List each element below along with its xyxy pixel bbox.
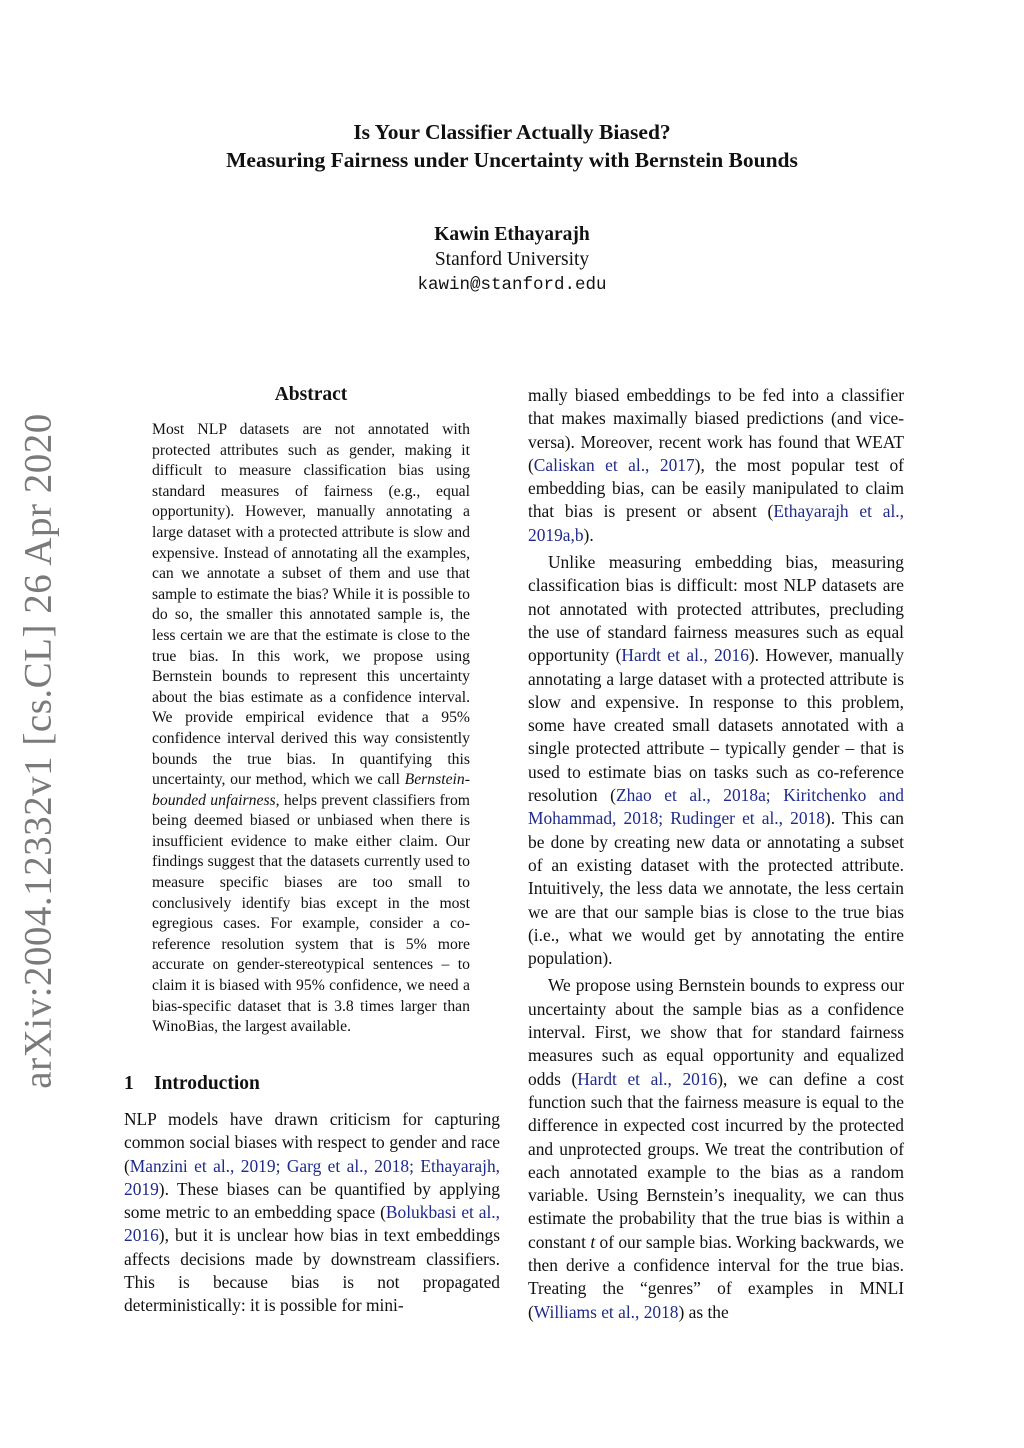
citation-year: 2018 bbox=[643, 1301, 679, 1322]
citation-author: Rudinger et al. bbox=[670, 808, 779, 829]
citation-sep: , bbox=[495, 1202, 500, 1223]
text-run: ), we can define a cost function such that the fairness measure is equal to the difference in expected cost incurred by the protected and unprotected groups. We treat the contribution of each annotated example to the bias as a random variable. Using Bernstein’s inequality, we can thus estimate the probability that the true bias is within a constant bbox=[528, 1068, 904, 1252]
citation-sep: , bbox=[899, 501, 905, 522]
citation-sep: ; bbox=[275, 1155, 287, 1176]
title-line-2: Measuring Fairness under Uncertainty with Bernstein Bounds bbox=[226, 148, 798, 172]
author-email: kawin@stanford.edu bbox=[417, 275, 607, 295]
text-run: ), the most popular test of embedding bias, can be easily manipulated to claim that bias is present or absent ( bbox=[528, 454, 904, 522]
citation-sep: ; bbox=[658, 808, 671, 829]
citation-year: 2016 bbox=[124, 1225, 159, 1246]
citation-sep: , bbox=[703, 645, 715, 666]
citation-author: Williams et al. bbox=[533, 1301, 635, 1322]
text-run: mally biased embeddings to be fed into a classifier that makes maximally biased predictions (and vice-versa). Moreover, recent work has found that WEAT ( bbox=[528, 385, 904, 475]
arxiv-sidebar bbox=[8, 413, 68, 1089]
intro-paragraph-1-continued bbox=[528, 384, 904, 547]
section-title: Introduction bbox=[154, 1073, 260, 1094]
citation-year: 2019 bbox=[240, 1155, 276, 1176]
citation-author: Manzini et al. bbox=[129, 1155, 231, 1176]
text-run: ). These biases can be quantified by applying some metric to an embedding space ( bbox=[124, 1178, 500, 1223]
intro-right-column bbox=[528, 384, 904, 1324]
citation-rudinger[interactable] bbox=[670, 808, 825, 828]
citation-garg[interactable] bbox=[287, 1156, 409, 1176]
citation-year: 2018a bbox=[723, 785, 766, 806]
text-run: Unlike measuring embedding bias, measuring classification bias is difficult: most NLP datasets are not annotated with protected attributes, precluding the use of standard fairness measures such as equal opportunity ( bbox=[528, 552, 904, 666]
citation-author: Ethayarajh bbox=[420, 1155, 496, 1176]
text-run: We propose using Bernstein bounds to express our uncertainty about the sample bias as a confidence interval. First, we show that for standard fairness measures such as equal opportunity and equalized odds ( bbox=[528, 975, 904, 1089]
citation-year: 2017 bbox=[659, 454, 695, 475]
author-block bbox=[0, 222, 1024, 297]
citation-hardt-2[interactable] bbox=[577, 1069, 717, 1089]
citation-zhao[interactable] bbox=[616, 785, 766, 805]
abstract-body bbox=[152, 420, 470, 1038]
text-run: ) as the bbox=[678, 1301, 729, 1322]
citation-sep: , bbox=[667, 1068, 683, 1089]
citation-author: Hardt et al. bbox=[621, 645, 704, 666]
citation-year: 2019 bbox=[124, 1178, 159, 1199]
citation-sep: , bbox=[706, 785, 724, 806]
citation-author: Hardt et al. bbox=[577, 1068, 668, 1089]
arxiv-identifier: arXiv:2004.12332v1 [cs.CL] 26 Apr 2020 bbox=[16, 413, 60, 1089]
author-affiliation: Stanford University bbox=[434, 249, 590, 270]
text-run: ), but it is unclear how bias in text embeddings affects decisions made by downstream classifiers. This is because bias is not propagated deterministically: it is possible for mini- bbox=[124, 1225, 500, 1316]
intro-paragraph-3 bbox=[528, 974, 904, 1323]
author-name: Kawin Ethayarajh bbox=[434, 224, 590, 245]
citation-year: 2018 bbox=[623, 808, 659, 829]
section-heading-introduction bbox=[124, 1071, 504, 1097]
method-name: Bernstein-bounded unfairness bbox=[152, 771, 470, 809]
citation-author: Kiritchenko and Mohammad bbox=[528, 785, 905, 829]
citation-sep: , bbox=[645, 454, 660, 475]
text-run: ). bbox=[583, 524, 594, 545]
citation-williams[interactable] bbox=[534, 1302, 679, 1322]
citation-author: Ethayarajh et al. bbox=[773, 501, 900, 522]
citation-sep: , bbox=[230, 1155, 241, 1176]
citation-manzini[interactable] bbox=[130, 1156, 276, 1176]
citation-sep: , bbox=[778, 808, 791, 829]
citation-sep: , bbox=[635, 1301, 644, 1322]
citation-author: Garg et al. bbox=[286, 1155, 364, 1176]
citation-author: Caliskan et al. bbox=[533, 454, 646, 475]
abstract-heading: Abstract bbox=[274, 384, 348, 405]
abstract-text-2: , helps prevent classifiers from being deemed biased or unbiased when there is insufficient evidence to make either claim. Our findings suggest that the datasets currently used to measure specific biases are too small to conclusively identify bias except in the most egregious cases. For example, consider a co-reference resolution system that is 5% more accurate on gender-stereotypical sentences – to claim it is biased with 95% confidence, we need a bias-specific dataset that is 3.8 times larger than WinoBias, the largest available. bbox=[152, 791, 470, 1036]
title-line-1: Is Your Classifier Actually Biased? bbox=[353, 120, 671, 144]
citation-sep: , bbox=[612, 808, 624, 829]
citation-year: 2016 bbox=[682, 1068, 718, 1089]
citation-caliskan[interactable] bbox=[534, 455, 695, 475]
text-run: ). However, manually annotating a large dataset with a protected attribute is slow and expensive. In response to this problem, some have created small datasets annotated with a single protected attribute – typically gender – that is used to estimate bias on tasks such as co-reference resolution ( bbox=[528, 645, 905, 806]
citation-author: Bolukbasi et al. bbox=[385, 1202, 496, 1223]
citation-author: Zhao et al. bbox=[615, 785, 707, 806]
intro-paragraph-2 bbox=[528, 551, 904, 970]
citation-year: 2018 bbox=[790, 808, 825, 829]
citation-year: 2018 bbox=[374, 1155, 410, 1176]
citation-year: 2016 bbox=[714, 645, 749, 666]
citation-year: 2019a,b bbox=[528, 524, 584, 545]
intro-paragraph-1 bbox=[124, 1108, 500, 1318]
text-run: of our sample bias. Working backwards, we then derive a confidence interval for the true bias. Treating the “genres” of examples in MNLI ( bbox=[528, 1231, 904, 1322]
citation-sep: , bbox=[363, 1155, 375, 1176]
citation-sep: ; bbox=[765, 785, 784, 806]
text-run: NLP models have drawn criticism for capturing common social biases with respect to gender and race ( bbox=[124, 1109, 500, 1176]
section-number: 1 bbox=[124, 1073, 134, 1094]
abstract-text-1: Most NLP datasets are not annotated with protected attributes such as gender, making it difficult to measure classification bias using standard measures of fairness (e.g., equal opportunity). However, manually annotating a large dataset with a protected attribute is slow and expensive. Instead of annotating all the examples, can we annotate a subset of them and use that sample to estimate the bias? While it is possible to do so, the smaller this annotated sample is, the less certain we are that the estimate is close to the true bias. In this work, we propose using Bernstein bounds to represent this uncertainty about the bias estimate as a confidence interval. We provide empirical evidence that a 95% confidence interval derived this way consistently bounds the true bias. In quantifying this uncertainty, our method, which we call bbox=[152, 421, 470, 789]
citation-sep: ; bbox=[409, 1155, 421, 1176]
intro-left-column bbox=[124, 1108, 500, 1318]
paper-title bbox=[0, 118, 1024, 174]
citation-hardt[interactable] bbox=[621, 645, 749, 665]
text-run: ). This can be done by creating new data or annotating a subset of an existing dataset with the protected attribute. Intuitively, the less data we annotate, the less certain we are that our sample bias is close to the true bias (i.e., what we would get by annotating the entire population). bbox=[528, 808, 905, 969]
math-variable-t: t bbox=[590, 1231, 596, 1252]
citation-sep: , bbox=[495, 1155, 501, 1176]
